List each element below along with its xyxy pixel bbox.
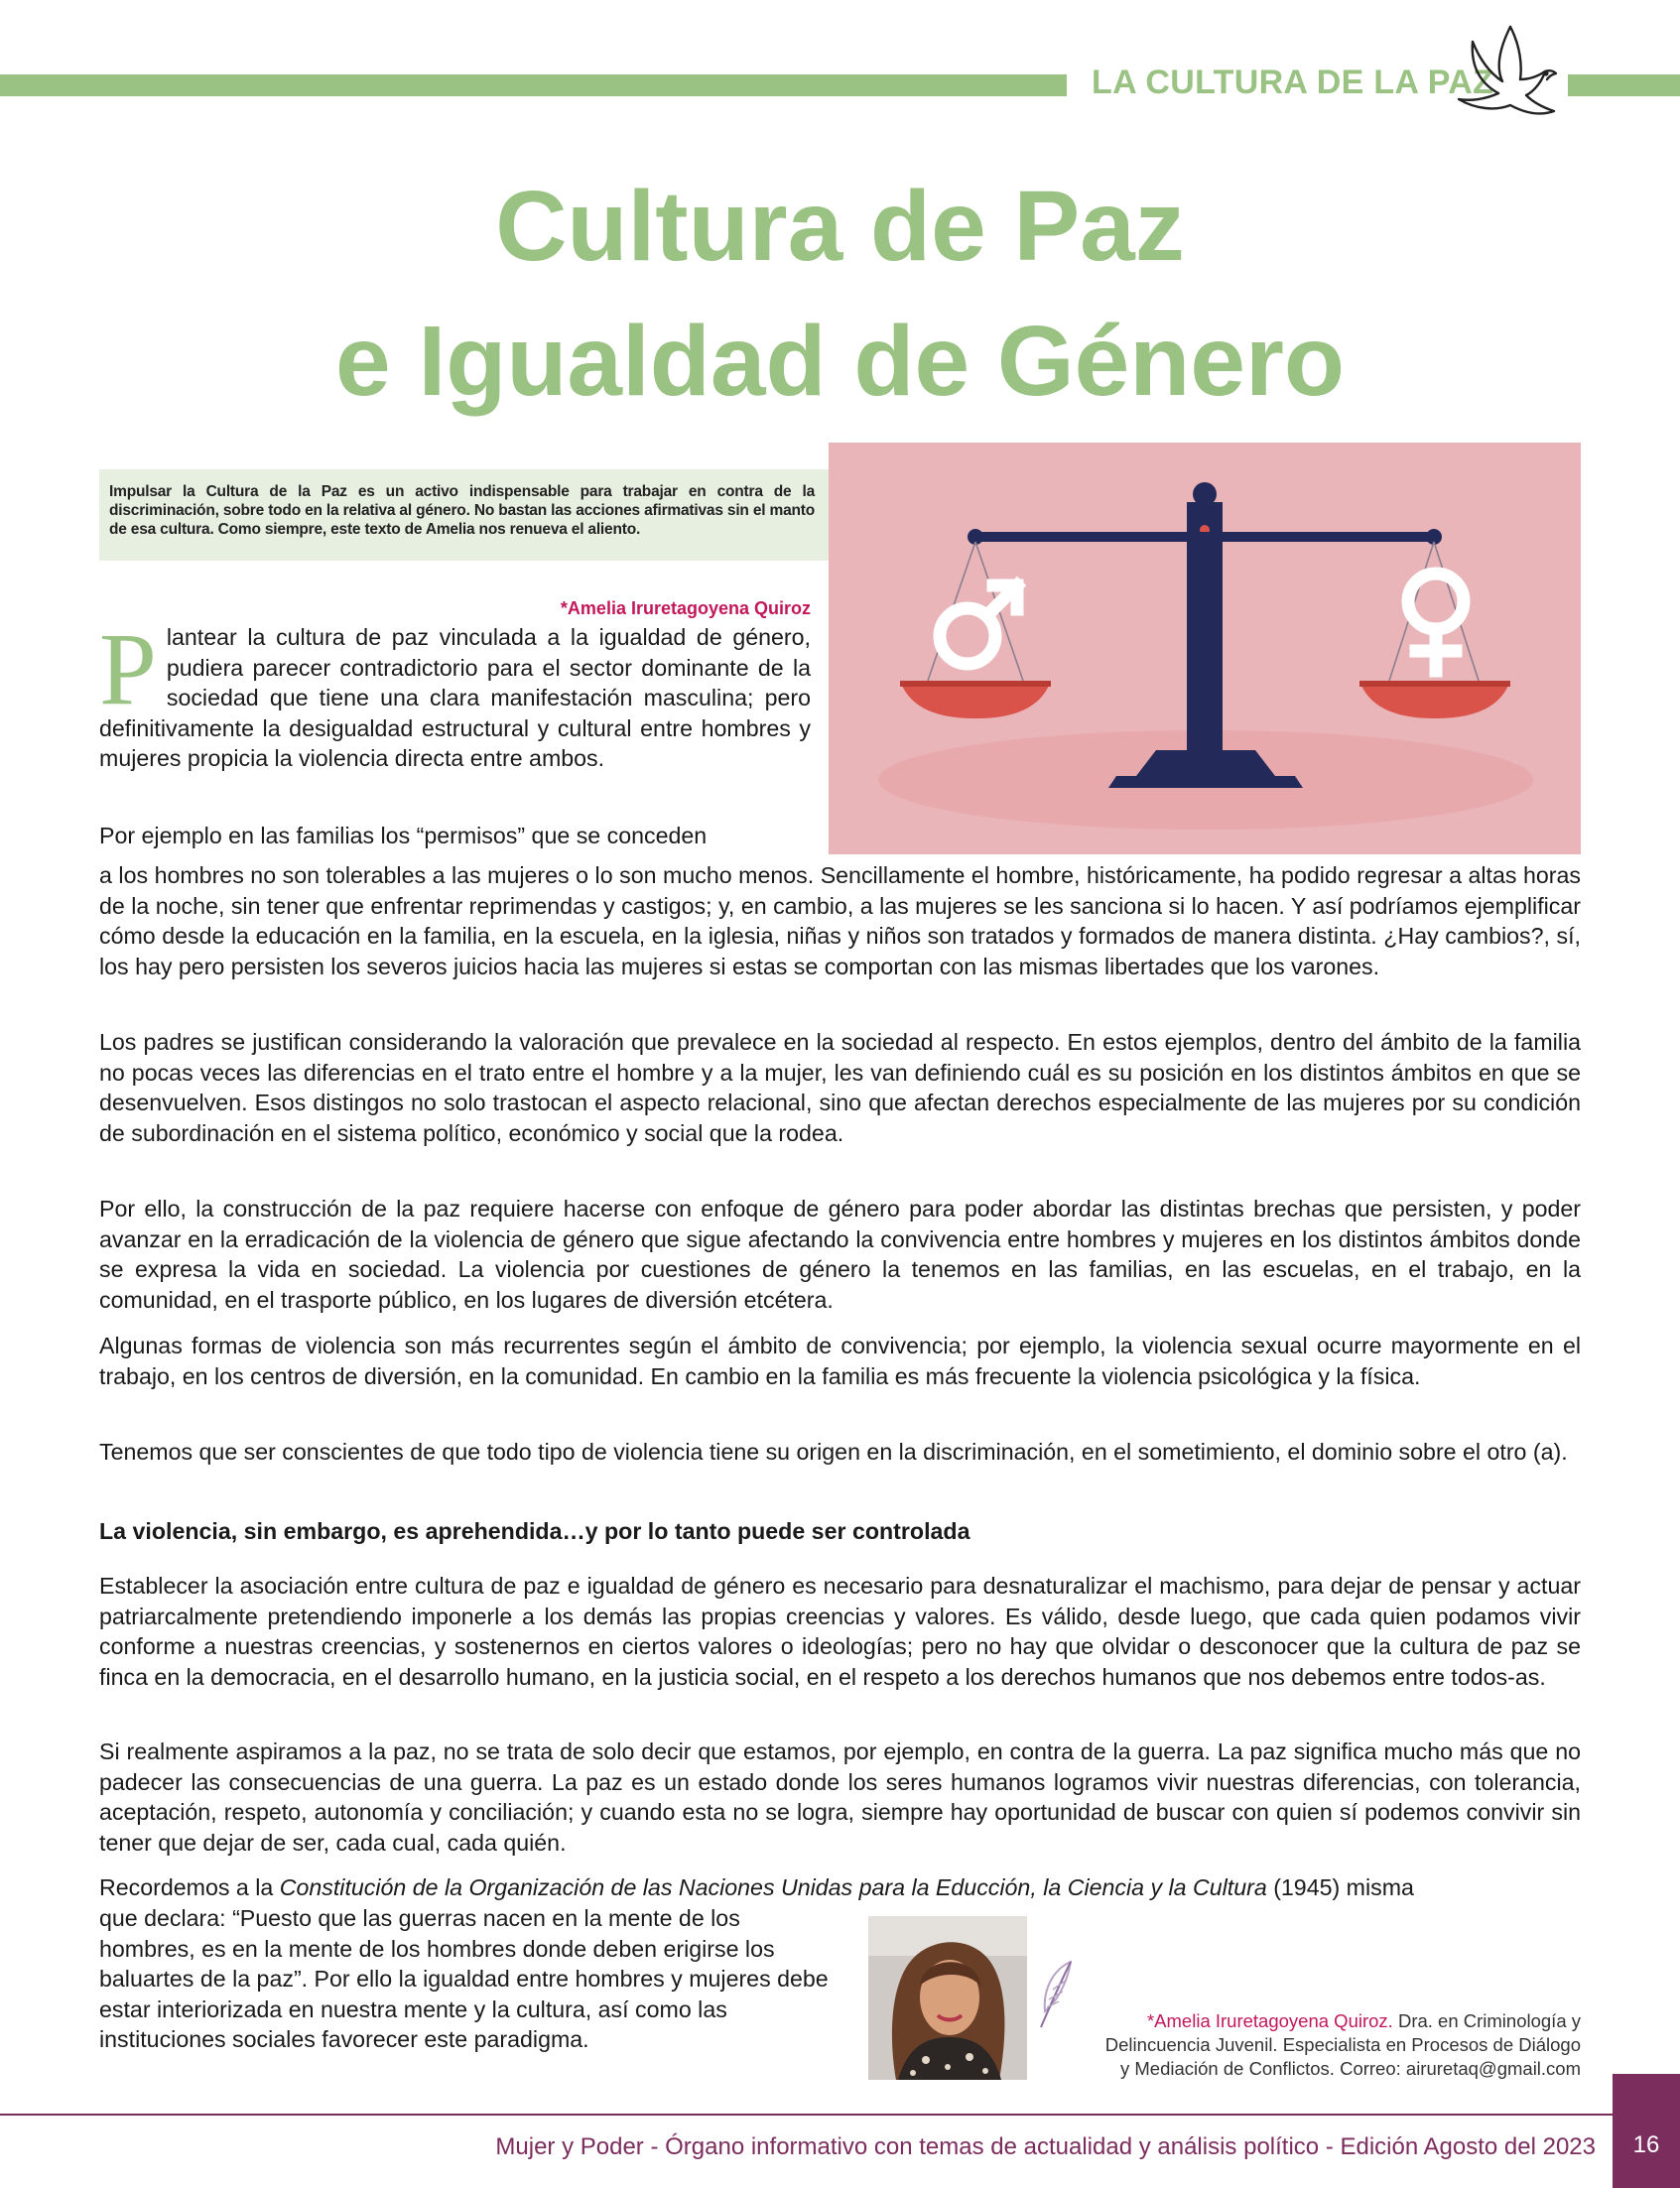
author-bio-line-3: y Mediación de Conflictos. Correo: airuretaq@gmail.com [1120, 2058, 1581, 2079]
body-paragraph-4: Por ello, la construcción de la paz requiere hacerse con enfoque de género para poder abordar las distintas brechas que persisten, y poder avanzar en la erradicación de la violencia de género que sigue afectando la convivencia entre hombres y mujeres en los distintos ámbitos donde se expresa la vida en sociedad. La violencia por cuestiones de género la tenemos en las familias, en las escuelas, en el trabajo, en la comunidad, en el trasporte público, en los lugares de diversión etcétera. [99, 1196, 1581, 1313]
author-portrait-icon [868, 1916, 1027, 2080]
footer-text: Mujer y Poder - Órgano informativo con temas de actualidad y análisis político - Edición Agosto del 2023 [495, 2133, 1596, 2160]
body-paragraph-8: Si realmente aspiramos a la paz, no se trata de solo decir que estamos, por ejemplo, en contra de la guerra. La paz significa mucho más que no padecer las consecuencias de una guerra. La paz es un estado donde los seres humanos logramos vivir nuestras diferencias, con tolerancia, aceptación, respeto, autonomía y conciliación; y cuando esta no se logra, siempre hay oportunidad de buscar con quien sí podemos convivir sin tener que dejar de ser, cada cual, cada quién. [99, 1738, 1581, 1856]
body-paragraph-6: Tenemos que ser conscientes de que todo tipo de violencia tiene su origen en la discriminación, en el sometimiento, el dominio sobre el otro (a). [99, 1439, 1568, 1465]
scale-of-justice-gender-symbols-icon [829, 443, 1581, 854]
lead-box [99, 469, 829, 561]
body-paragraph-2: a los hombres no son tolerables a las mujeres o lo son mucho menos. Sencillamente el hombre, históricamente, ha podido regresar a altas horas de la noche, sin tener que enfrentar reprimendas y castigos; y, en cambio, a las mujeres se les sanciona si lo hacen. Y así podríamos ejemplificar cómo desde la educación en la familia, en la escuela, en la iglesia, niñas y niños son tratados y formados de manera distinta. ¿Hay cambios?, sí, los hay pero persisten los severos juicios hacia las mujeres si estas se comportan con las mismas libertades que los varones. [99, 862, 1581, 979]
body-paragraph-1-text: lantear la cultura de paz vinculada a la igualdad de género, pudiera parecer contradictorio para el sector dominante de la sociedad que tiene una clara manifestación masculina; pero definitivamente la desigualdad estructural y cultural entre hombres y mujeres propicia la violencia directa entre ambos. [99, 624, 811, 771]
title-line-1: Cultura de Paz [495, 171, 1185, 282]
p9-italic-title: Constitución de la Organización de las Naciones Unidas para la Educción, la Ciencia y la Cultura [279, 1874, 1267, 1900]
body-paragraph-2-start: Por ejemplo en las familias los “permisos” que se conceden [99, 823, 708, 848]
page-number-box [1613, 2074, 1680, 2188]
author-byline: *Amelia Iruretagoyena Quiroz [560, 598, 811, 618]
page-title [0, 159, 1680, 429]
header-bar-left [0, 74, 1067, 96]
section-label: LA CULTURA DE LA PAZ [1092, 64, 1494, 101]
section-subheading: La violencia, sin embargo, es aprehendida…y por lo tanto puede ser controlada [99, 1518, 970, 1544]
body-paragraph-9: que declara: “Puesto que las guerras nacen en la mente de los hombres, es en la mente de los hombres donde deben erigirse los baluartes de la paz”. Por ello la igualdad entre hombres y mujeres debe estar interiorizada en nuestra mente y la cultura, así como las instituciones sociales favorecer este paradigma. [99, 1905, 829, 2052]
dove-icon [1451, 22, 1560, 129]
author-bio-name: *Amelia Iruretagoyena Quiroz. [1146, 2010, 1393, 2031]
footer-divider [0, 2114, 1613, 2116]
author-bio-line-2: Delincuencia Juvenil. Especialista en Procesos de Diálogo [1104, 2034, 1581, 2055]
lead-text: Impulsar la Cultura de la Paz es un activo indispensable para trabajar en contra de la discriminación, sobre todo en la relativa al género. No bastan las acciones afirmativas sin el manto de esa cultura. Como siempre, este texto de Amelia nos renueva el aliento. [109, 483, 815, 538]
author-bio-line-1: Dra. en Criminología y [1392, 2010, 1581, 2031]
p9-text-b: (1945) misma [1266, 1874, 1414, 1900]
title-line-2: e Igualdad de Género [335, 306, 1345, 417]
header-bar-right [1568, 74, 1680, 96]
body-paragraph-9-line-1 [99, 1872, 1581, 1903]
drop-cap: P [99, 612, 157, 726]
body-paragraph-7: Establecer la asociación entre cultura de paz e igualdad de género es necesario para desnaturalizar el machismo, para dejar de pensar y actuar patriarcalmente pretendiendo imponerle a los demás las propias creencias y valores. Es válido, desde luego, que cada quien podamos vivir conforme a nuestras creencias, y sostenernos en ciertos valores o ideologías; pero no hay que olvidar o desconocer que la cultura de paz se finca en la democracia, en el desarrollo humano, en la justicia social, en el respeto a los derechos humanos que nos debemos entre todos-as. [99, 1573, 1581, 1690]
author-bio [1038, 2009, 1581, 2081]
p9-text-a: Recordemos a la [99, 1874, 280, 1900]
body-paragraph-1 [99, 612, 811, 774]
page-number: 16 [1632, 2131, 1660, 2158]
body-paragraph-5: Algunas formas de violencia son más recurrentes según el ámbito de convivencia; por ejemplo, la violencia sexual ocurre mayormente en el trabajo, en los centros de diversión, en la comunidad. En cambio en la familia es más frecuente la violencia psicológica y la física. [99, 1333, 1581, 1389]
body-paragraph-3: Los padres se justifican considerando la valoración que prevalece en la sociedad al respecto. En estos ejemplos, dentro del ámbito de la familia no pocas veces las diferencias en el trato entre el hombre y a la mujer, les van definiendo cuál es su posición en los distintos ámbitos en que se desenvuelven. Esos distingos no solo trastocan el aspecto relacional, sino que afectan derechos especialmente de las mujeres por su condición de subordinación en el sistema político, económico y social que la rodea. [99, 1029, 1581, 1146]
